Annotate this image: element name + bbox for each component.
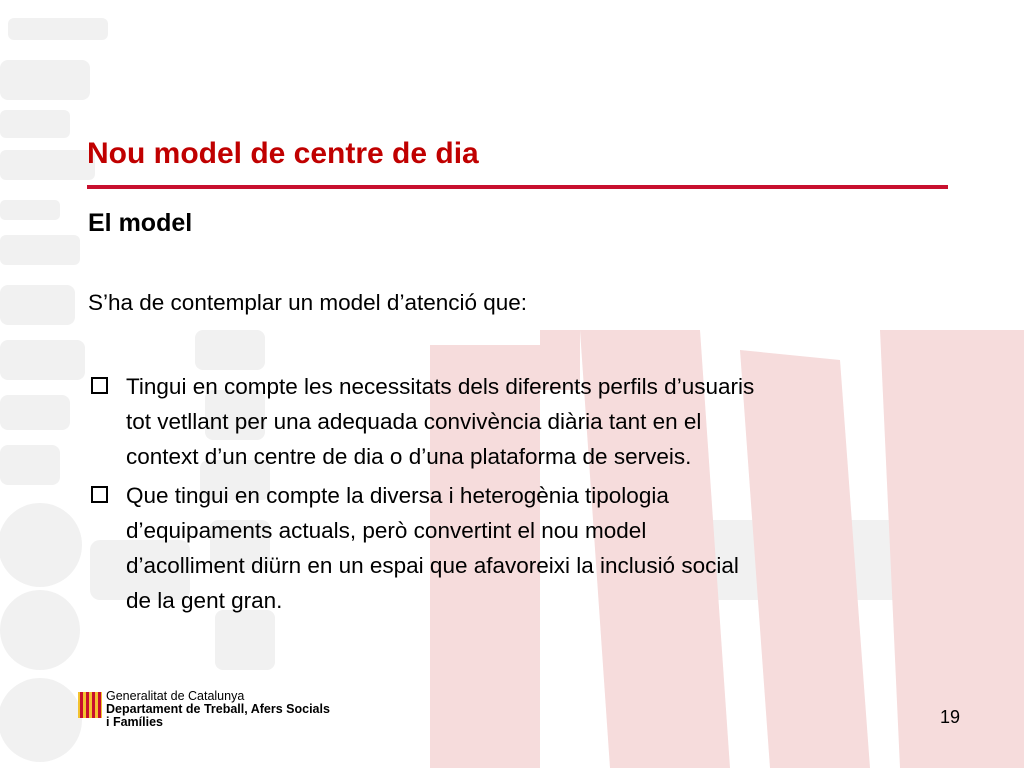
bullet-line: Que tingui en compte la diversa i heterogènia tipologia [126, 483, 669, 508]
bullet-item [88, 478, 928, 618]
bullet-line: d’equipaments actuals, però convertint el nou model [126, 518, 647, 543]
footer-organization [106, 690, 330, 729]
checkbox-bullet-icon [91, 486, 108, 503]
bullet-list [88, 369, 928, 622]
slide-title: Nou model de centre de dia [87, 137, 479, 170]
section-heading: El model [88, 209, 193, 237]
bullet-line: Tingui en compte les necessitats dels diferents perfils d’usuaris [126, 374, 755, 399]
checkbox-bullet-icon [91, 377, 108, 394]
bullet-line: context d’un centre de dia o d’una plataforma de serveis. [126, 444, 692, 469]
page-number: 19 [940, 707, 961, 727]
title-underline [87, 185, 948, 189]
department-name-line1: Departament de Treball, Afers Socials [106, 702, 330, 716]
intro-text: S’ha de contemplar un model d’atenció que: [88, 290, 528, 315]
department-name-line2: i Famílies [106, 715, 163, 729]
bullet-line: tot vetllant per una adequada convivència diària tant en el [126, 409, 702, 434]
bullet-item [88, 369, 928, 474]
bullet-line: d’acolliment diürn en un espai que afavoreixi la inclusió social [126, 553, 739, 578]
bullet-line: de la gent gran. [126, 588, 283, 613]
generalitat-logo-icon [78, 692, 102, 718]
org-name: Generalitat de Catalunya [106, 689, 245, 703]
